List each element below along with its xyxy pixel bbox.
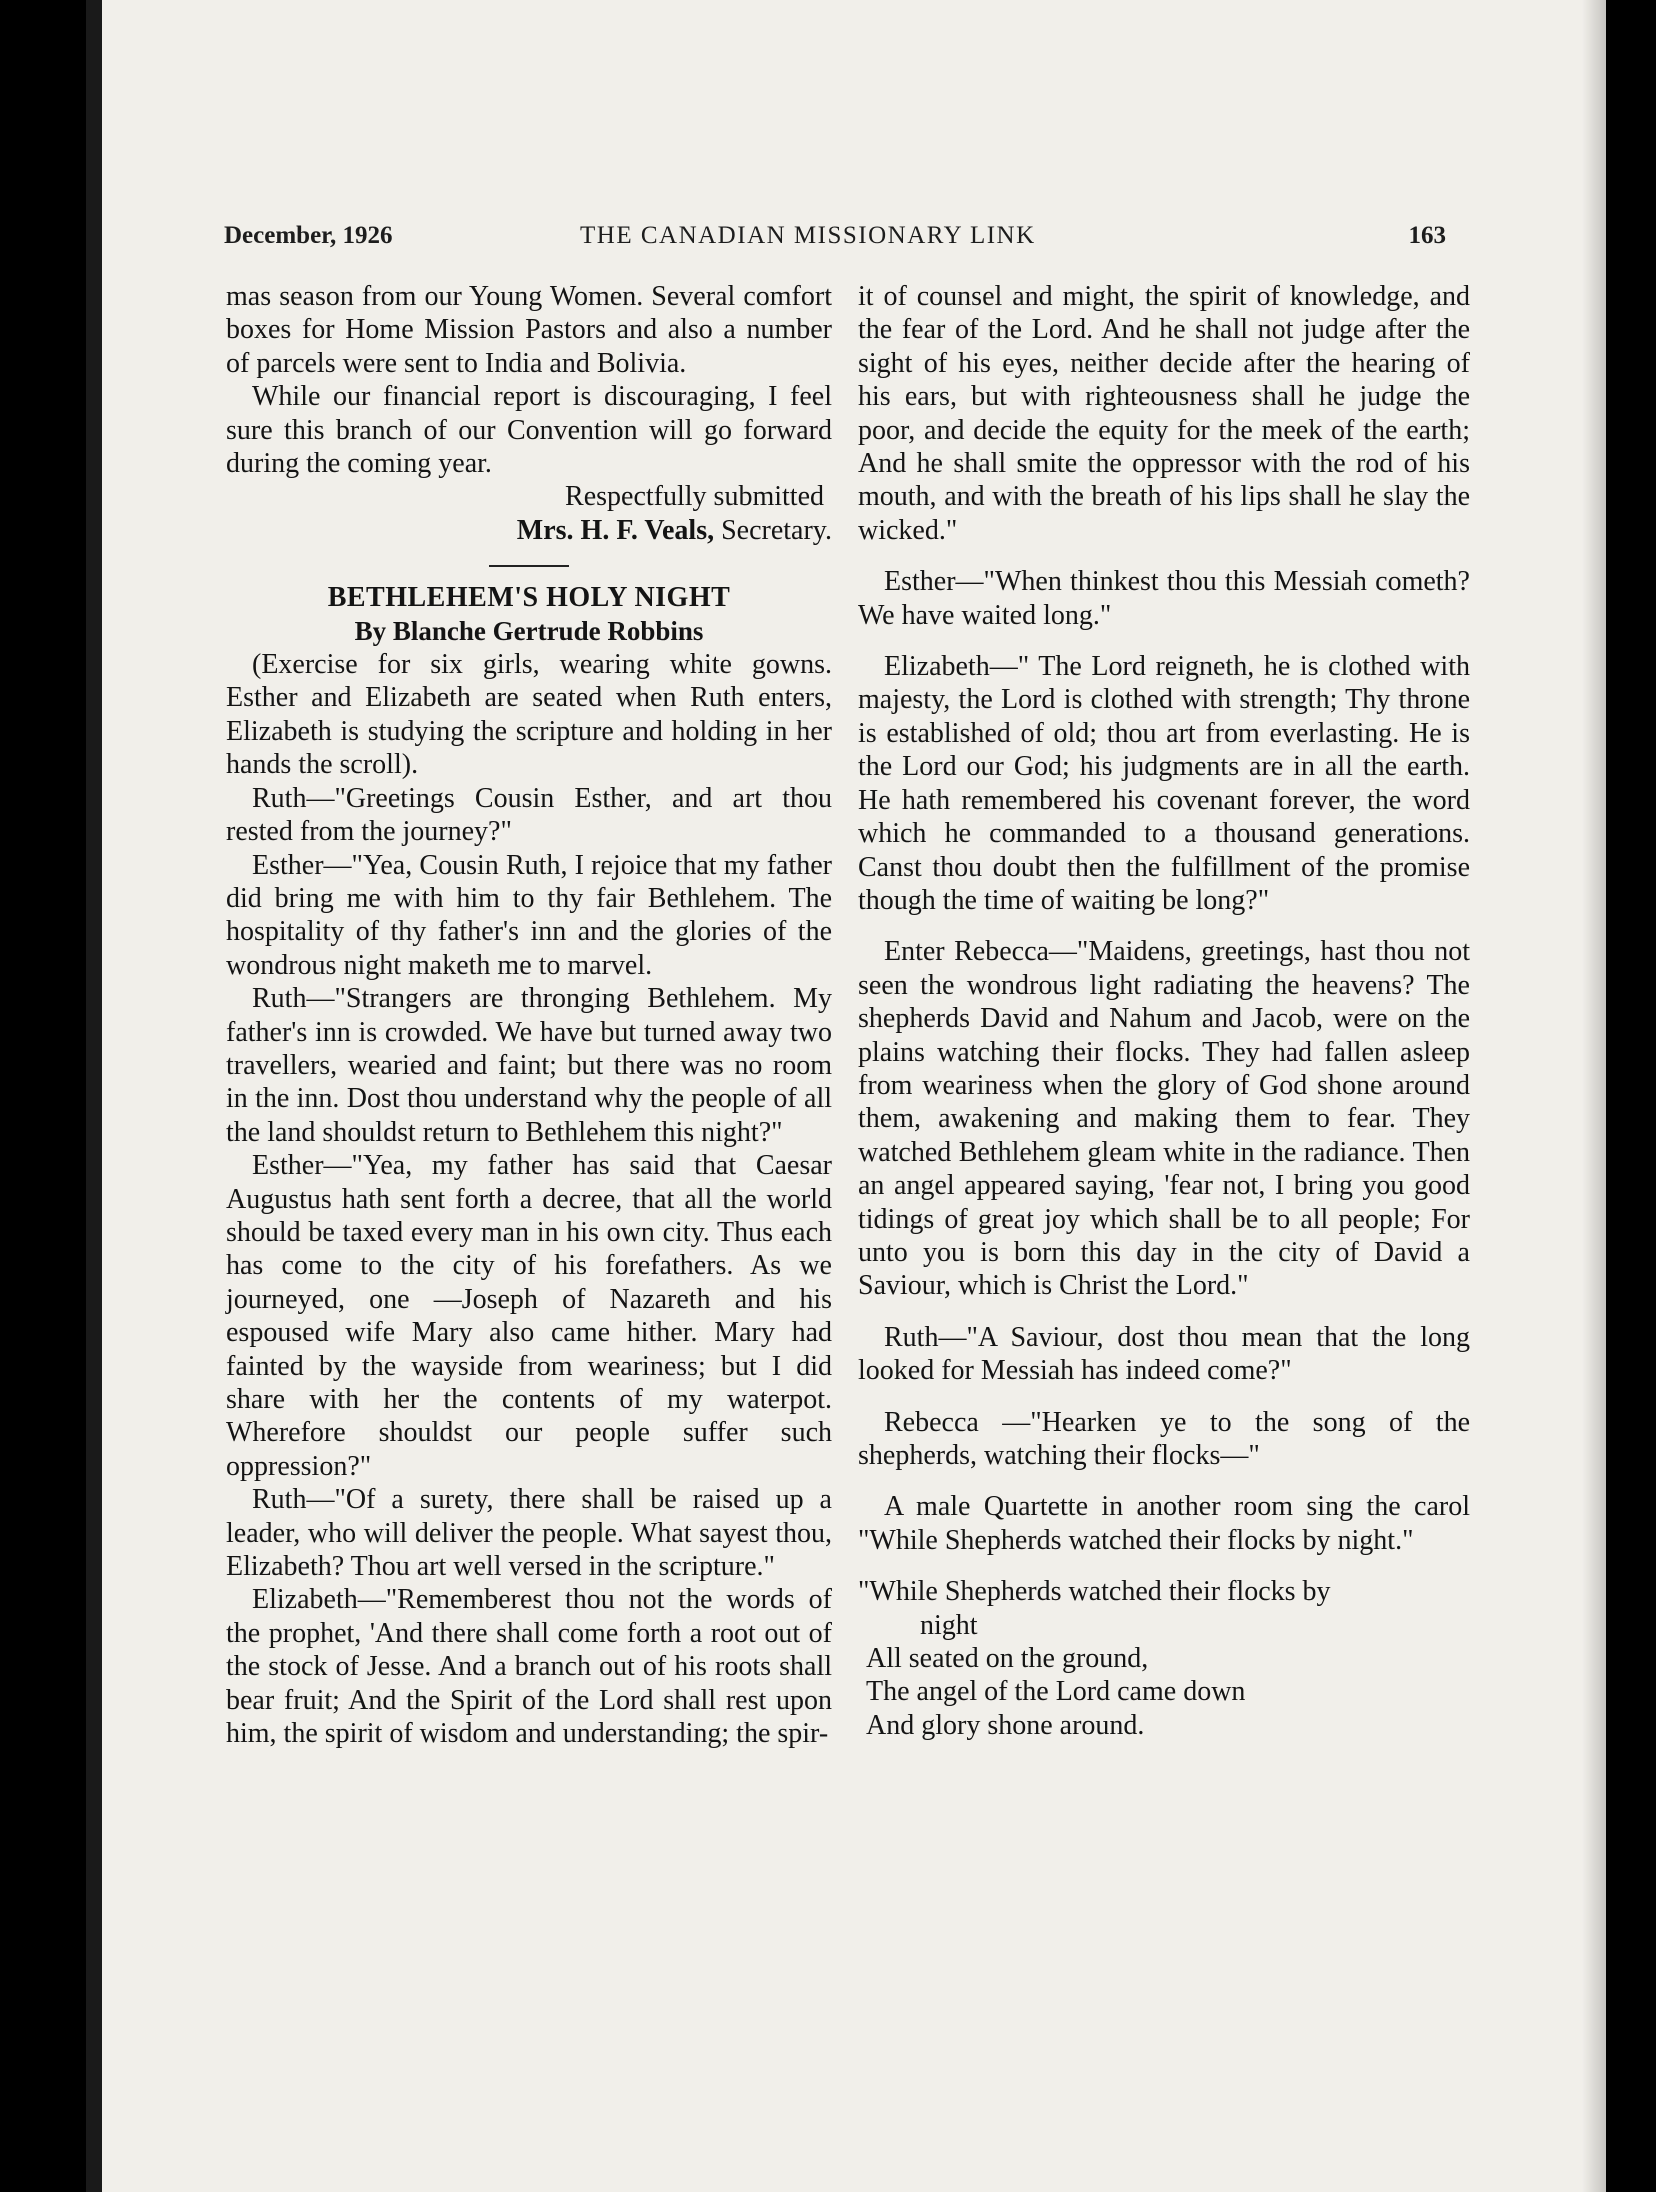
carol-verse <box>858 1575 1470 1742</box>
left-column <box>226 280 832 1750</box>
signoff-text: Respectfully submitted <box>565 481 824 513</box>
intro-paragraph: mas season from our Young Women. Several comfort boxes for Home Mission Pastors and also a number of parcels were sent to India and Bolivia. <box>226 281 832 379</box>
verse-line: night <box>920 1609 978 1641</box>
article-byline: By Blanche Gertrude Robbins <box>354 615 704 646</box>
signature-role: Secretary. <box>714 514 832 546</box>
paragraph: Enter Rebecca—"Maidens, greetings, hast thou not seen the wondrous light radiating the heavens? The shepherds David and Nahum and Jacob, were on the plains watching their flocks. They had fallen asleep from weariness when the glory of God shone around them, awakening and making them to fear. They watched Bethlehem gleam white in the radiance. Then an angel appeared saying, 'fear not, I bring you good tidings of great joy which shall be to all people; For unto you is born this day in the city of David a Saviour, which is Christ the Lord." <box>858 936 1470 1302</box>
paragraph: (Exercise for six girls, wearing white gowns. Esther and Elizabeth are seated when Ruth enters, Elizabeth is studying the scripture and holding in her hands the scroll). <box>226 649 832 781</box>
page-edge-shadow <box>1582 0 1606 2192</box>
paragraph: Ruth—"A Saviour, dost thou mean that the long looked for Messiah has indeed come?" <box>858 1321 1470 1387</box>
paragraph: Ruth—"Greetings Cousin Esther, and art thou rested from the journey?" <box>226 782 832 848</box>
closing-paragraph: While our financial report is discouraging, I feel sure this branch of our Convention will go forward during the coming year. <box>226 381 832 480</box>
paragraph: Esther—"When thinkest thou this Messiah cometh? We have waited long." <box>858 566 1470 631</box>
verse-line: And glory shone around. <box>866 1709 1145 1741</box>
paragraph: it of counsel and might, the spirit of knowledge, and the fear of the Lord. And he shall not judge after the sight of his eyes, neither decide after the hearing of his ears, but with righteousness shall he judge the poor, and decide the equity for the meek of the earth; And he shall smite the oppressor with the rod of his mouth, and with the breath of his lips shall he slay the wicked." <box>858 281 1470 546</box>
paragraph: Esther—"Yea, my father has said that Caesar Augustus hath sent forth a decree, that all the world should be taxed every man in his own city. Thus each has come to the city of his forefathers. As we journeyed, one —Joseph of Nazareth and his espoused wife Mary also came hither. Mary had fainted by the wayside from weariness; but I did share with her the contents of my waterpot. Wherefore shouldst our people suffer such oppression?" <box>226 1150 832 1482</box>
paragraph: Rebecca —"Hearken ye to the song of the shepherds, watching their flocks—" <box>858 1406 1470 1471</box>
verse-line: The angel of the Lord came down <box>866 1676 1246 1708</box>
paragraph: Elizabeth—"Rememberest thou not the words of the prophet, 'And there shall come forth a root out of the stock of Jesse. And a branch out of his roots shall bear fruit; And the Spirit of the Lord shall rest upon him, the spirit of wisdom and understanding; the spir- <box>226 1584 832 1750</box>
section-divider <box>489 565 569 567</box>
paragraph: A male Quartette in another room sing the carol "While Shepherds watched their flocks by night." <box>858 1491 1470 1556</box>
article-title: BETHLEHEM'S HOLY NIGHT <box>327 582 731 614</box>
paragraph: Esther—"Yea, Cousin Ruth, I rejoice that my father did bring me with him to thy fair Bethlehem. The hospitality of thy father's inn and the glories of the wondrous night maketh me to marvel. <box>226 849 832 981</box>
paragraph: Elizabeth—" The Lord reigneth, he is clothed with majesty, the Lord is clothed with strength; Thy throne is established of old; thou art from everlasting. He is the Lord our God; his judgments are in all the earth. He hath remembered his covenant forever, the word which he commanded to a thousand generations. Canst thou doubt then the fulfillment of the promise though the time of waiting be long?" <box>858 651 1470 916</box>
signature-name: Mrs. H. F. Veals, <box>516 514 715 546</box>
paragraph: Ruth—"Of a surety, there shall be raised up a leader, who will deliver the people. What sayest thou, Elizabeth? Thou art well versed in the scripture." <box>226 1484 832 1583</box>
header-publication-title: THE CANADIAN MISSIONARY LINK <box>580 222 1036 249</box>
header-page-number: 163 <box>1408 222 1446 249</box>
signoff <box>226 480 832 513</box>
running-header <box>224 222 1446 262</box>
right-column <box>858 280 1470 1742</box>
paragraph: Ruth—"Strangers are thronging Bethlehem. My father's inn is crowded. We have but turned away two travellers, wearied and faint; but there was no room in the inn. Dost thou understand why the people of all the land shouldst return to Bethlehem this night?" <box>226 983 832 1148</box>
verse-line: "While Shepherds watched their flocks by <box>858 1576 1331 1608</box>
signature <box>226 514 832 547</box>
header-date: December, 1926 <box>224 222 393 249</box>
verse-line: All seated on the ground, <box>866 1643 1149 1675</box>
binding-edge <box>86 0 102 2192</box>
